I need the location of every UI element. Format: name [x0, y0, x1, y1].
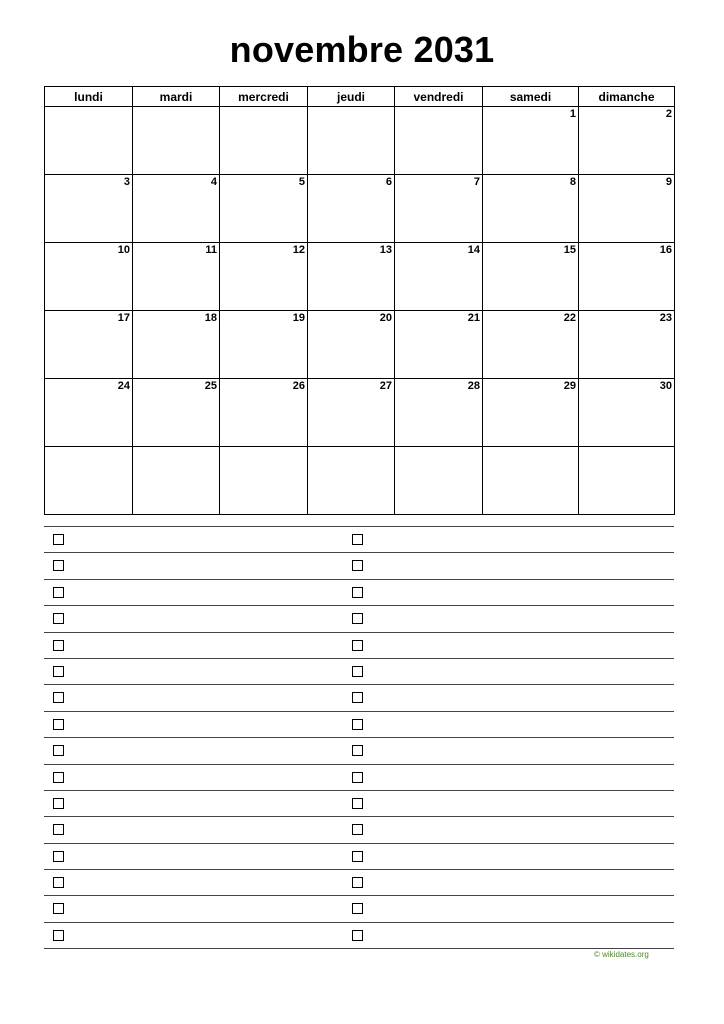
day-number: 2 [665, 108, 672, 120]
task-row [44, 765, 674, 791]
calendar-day-cell[interactable] [133, 447, 220, 515]
day-number: 25 [204, 380, 217, 392]
task-checkbox[interactable] [352, 640, 363, 651]
day-number: 28 [467, 380, 480, 392]
task-checkbox[interactable] [53, 560, 64, 571]
task-checkbox[interactable] [352, 772, 363, 783]
task-checkbox[interactable] [53, 772, 64, 783]
day-number [483, 447, 578, 448]
day-number: 19 [292, 312, 305, 324]
calendar-day-cell[interactable] [308, 243, 395, 311]
day-number: 15 [563, 244, 576, 256]
calendar-day-cell[interactable] [395, 107, 483, 175]
task-row [44, 738, 674, 764]
day-number: 11 [205, 244, 217, 256]
calendar-week-row [45, 311, 675, 379]
task-checkbox[interactable] [53, 613, 64, 624]
task-row [44, 606, 674, 632]
task-checkbox[interactable] [53, 824, 64, 835]
day-number: 5 [298, 176, 305, 188]
weekday-header-row [45, 87, 675, 107]
day-number: 26 [292, 380, 305, 392]
calendar-day-cell[interactable] [483, 175, 579, 243]
task-row [44, 659, 674, 685]
calendar-day-cell[interactable] [220, 379, 308, 447]
task-row [44, 527, 674, 553]
day-number [220, 447, 307, 448]
task-row [44, 896, 674, 922]
page-title: novembre 2031 [229, 29, 495, 70]
calendar-day-cell[interactable] [220, 311, 308, 379]
day-number: 6 [385, 176, 392, 188]
task-checkbox[interactable] [53, 587, 64, 598]
task-checkbox[interactable] [53, 745, 64, 756]
task-checkbox[interactable] [352, 930, 363, 941]
calendar-day-cell[interactable] [45, 379, 133, 447]
day-number [220, 107, 307, 108]
day-number [133, 107, 219, 108]
task-row [44, 633, 674, 659]
calendar-day-cell[interactable] [308, 311, 395, 379]
task-checkbox[interactable] [352, 587, 363, 598]
task-list [44, 526, 674, 949]
task-checkbox[interactable] [352, 613, 363, 624]
calendar-day-cell[interactable] [220, 175, 308, 243]
calendar-day-cell[interactable] [45, 107, 133, 175]
task-checkbox[interactable] [53, 851, 64, 862]
task-checkbox[interactable] [53, 666, 64, 677]
day-number [45, 447, 132, 448]
calendar-week-row [45, 107, 675, 175]
day-number: 18 [204, 312, 217, 324]
day-number: 30 [659, 380, 672, 392]
calendar-day-cell[interactable] [395, 447, 483, 515]
calendar-day-cell[interactable] [395, 379, 483, 447]
task-row [44, 712, 674, 738]
day-number [579, 447, 674, 448]
day-number [133, 447, 219, 448]
task-checkbox[interactable] [352, 745, 363, 756]
day-number: 29 [563, 380, 576, 392]
task-row [44, 844, 674, 870]
day-number [308, 107, 394, 108]
task-checkbox[interactable] [352, 692, 363, 703]
calendar-day-cell[interactable] [133, 311, 220, 379]
calendar-day-cell[interactable] [483, 447, 579, 515]
calendar-day-cell[interactable] [220, 243, 308, 311]
calendar-day-cell[interactable] [45, 311, 133, 379]
calendar-day-cell[interactable] [133, 379, 220, 447]
calendar-day-cell[interactable] [579, 447, 675, 515]
calendar-day-cell[interactable] [133, 175, 220, 243]
weekday-header: samedi [483, 87, 579, 107]
day-number: 24 [117, 380, 130, 392]
day-number: 8 [569, 176, 576, 188]
calendar-day-cell[interactable] [133, 243, 220, 311]
day-number: 23 [659, 312, 672, 324]
task-row [44, 923, 674, 949]
task-checkbox[interactable] [53, 719, 64, 730]
calendar-day-cell[interactable] [45, 175, 133, 243]
day-number: 22 [563, 312, 576, 324]
task-checkbox[interactable] [53, 903, 64, 914]
day-number: 12 [292, 244, 305, 256]
task-row [44, 870, 674, 896]
task-checkbox[interactable] [352, 560, 363, 571]
task-checkbox[interactable] [352, 877, 363, 888]
weekday-header: vendredi [395, 87, 483, 107]
calendar-body [45, 107, 675, 515]
task-checkbox[interactable] [53, 798, 64, 809]
weekday-header: lundi [45, 87, 133, 107]
task-checkbox[interactable] [352, 719, 363, 730]
day-number: 1 [569, 108, 576, 120]
day-number [395, 447, 482, 448]
task-checkbox[interactable] [352, 903, 363, 914]
calendar-day-cell[interactable] [308, 447, 395, 515]
task-checkbox[interactable] [53, 534, 64, 545]
calendar-day-cell[interactable] [579, 311, 675, 379]
task-checkbox[interactable] [352, 798, 363, 809]
task-checkbox[interactable] [352, 824, 363, 835]
calendar-day-cell[interactable] [579, 107, 675, 175]
calendar-week-row [45, 379, 675, 447]
weekday-header: dimanche [579, 87, 675, 107]
day-number: 3 [123, 176, 130, 188]
calendar-day-cell[interactable] [220, 107, 308, 175]
footer-credit: © wikidates.org [594, 950, 649, 959]
task-row [44, 817, 674, 843]
task-checkbox[interactable] [53, 877, 64, 888]
calendar-day-cell[interactable] [395, 311, 483, 379]
calendar-day-cell[interactable] [579, 175, 675, 243]
calendar-day-cell[interactable] [220, 447, 308, 515]
day-number: 27 [379, 380, 392, 392]
task-row [44, 580, 674, 606]
day-number: 16 [659, 244, 672, 256]
task-row [44, 791, 674, 817]
calendar-day-cell[interactable] [308, 107, 395, 175]
task-checkbox[interactable] [352, 851, 363, 862]
task-checkbox[interactable] [53, 930, 64, 941]
weekday-header: mercredi [220, 87, 308, 107]
calendar-day-cell[interactable] [395, 175, 483, 243]
day-number: 13 [379, 244, 392, 256]
task-checkbox[interactable] [352, 534, 363, 545]
day-number: 17 [117, 312, 130, 324]
calendar-day-cell[interactable] [45, 243, 133, 311]
task-row [44, 685, 674, 711]
calendar-day-cell[interactable] [579, 379, 675, 447]
day-number: 10 [117, 244, 130, 256]
weekday-header: jeudi [308, 87, 395, 107]
calendar-day-cell[interactable] [45, 447, 133, 515]
weekday-header: mardi [133, 87, 220, 107]
calendar-day-cell[interactable] [308, 379, 395, 447]
day-number: 4 [210, 176, 217, 188]
day-number: 21 [467, 312, 480, 324]
calendar-week-row [45, 175, 675, 243]
day-number: 9 [665, 176, 672, 188]
day-number: 20 [379, 312, 392, 324]
month-calendar [44, 86, 675, 515]
calendar-day-cell[interactable] [395, 243, 483, 311]
day-number [395, 107, 482, 108]
task-checkbox[interactable] [352, 666, 363, 677]
task-checkbox[interactable] [53, 640, 64, 651]
calendar-week-row [45, 447, 675, 515]
calendar-day-cell[interactable] [308, 175, 395, 243]
calendar-week-row [45, 243, 675, 311]
calendar-day-cell[interactable] [483, 311, 579, 379]
task-checkbox[interactable] [53, 692, 64, 703]
day-number: 14 [467, 244, 480, 256]
calendar-day-cell[interactable] [483, 379, 579, 447]
calendar-day-cell[interactable] [483, 107, 579, 175]
calendar-day-cell[interactable] [133, 107, 220, 175]
task-row [44, 553, 674, 579]
calendar-day-cell[interactable] [483, 243, 579, 311]
day-number: 7 [473, 176, 480, 188]
day-number [308, 447, 394, 448]
day-number [45, 107, 132, 108]
calendar-day-cell[interactable] [579, 243, 675, 311]
